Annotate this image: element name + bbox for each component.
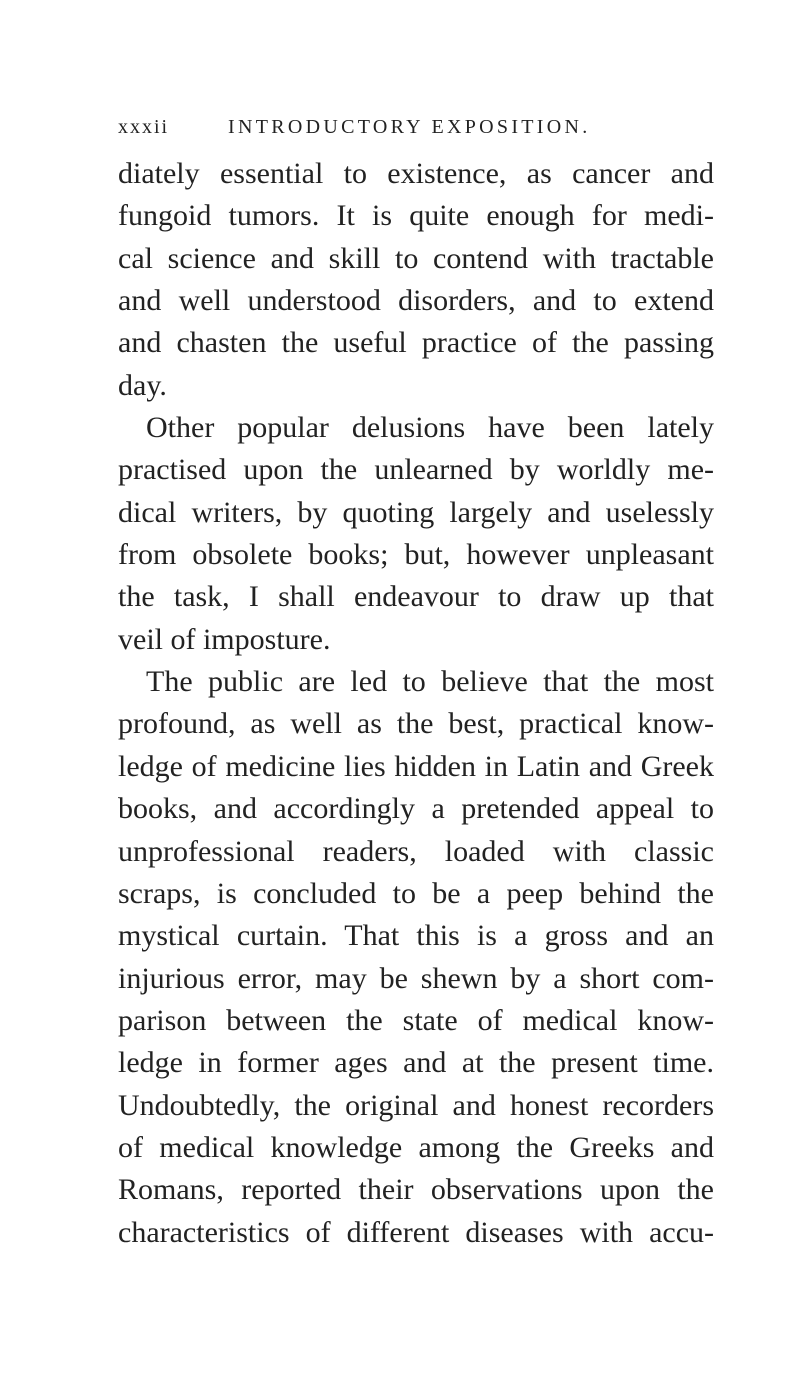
text-line: cal science and skill to contend with tractable	[118, 241, 714, 275]
text-line: diately essential to existence, as cancer and	[118, 157, 714, 190]
paragraph-end-line: veil of imposture.	[118, 622, 331, 656]
paragraph-end-line: day.	[118, 368, 167, 402]
text-line: injurious error, may be shewn by a short com-	[118, 961, 714, 995]
text-line: mystical curtain. That this is a gross and an	[118, 919, 714, 953]
text-line: profound, as well as the best, practical know-	[118, 707, 714, 741]
text-line: practised upon the unlearned by worldly me-	[118, 453, 714, 487]
body-text	[118, 153, 714, 1254]
text-line: ledge in former ages and at the present time.	[118, 1046, 714, 1080]
text-line: scraps, is concluded to be a peep behind the	[118, 876, 714, 910]
running-title: INTRODUCTORY EXPOSITION.	[228, 116, 591, 138]
page-number: xxxii	[118, 116, 170, 138]
text-line: unprofessional readers, loaded with classic	[118, 834, 714, 868]
text-line: from obsolete books; but, however unpleasant	[118, 538, 714, 572]
text-line: and chasten the useful practice of the passing	[118, 326, 714, 360]
text-line: the task, I shall endeavour to draw up that	[118, 580, 714, 614]
text-line: characteristics of different diseases with accu-	[118, 1215, 714, 1249]
text-line: fungoid tumors. It is quite enough for medi-	[118, 199, 714, 233]
running-head	[118, 116, 718, 146]
text-line: books, and accordingly a pretended appeal to	[118, 792, 714, 826]
text-line: dical writers, by quoting largely and uselessly	[118, 495, 714, 529]
paragraph-start-line: The public are led to believe that the most	[146, 665, 714, 699]
paragraph-start-line: Other popular delusions have been lately	[146, 411, 714, 445]
text-line: of medical knowledge among the Greeks and	[118, 1130, 714, 1164]
text-line: Romans, reported their observations upon the	[118, 1173, 714, 1207]
text-line: parison between the state of medical know-	[118, 1003, 714, 1037]
text-line: Undoubtedly, the original and honest recorders	[118, 1088, 714, 1122]
text-line: and well understood disorders, and to extend	[118, 284, 714, 318]
text-line: ledge of medicine lies hidden in Latin and Greek	[118, 749, 714, 783]
